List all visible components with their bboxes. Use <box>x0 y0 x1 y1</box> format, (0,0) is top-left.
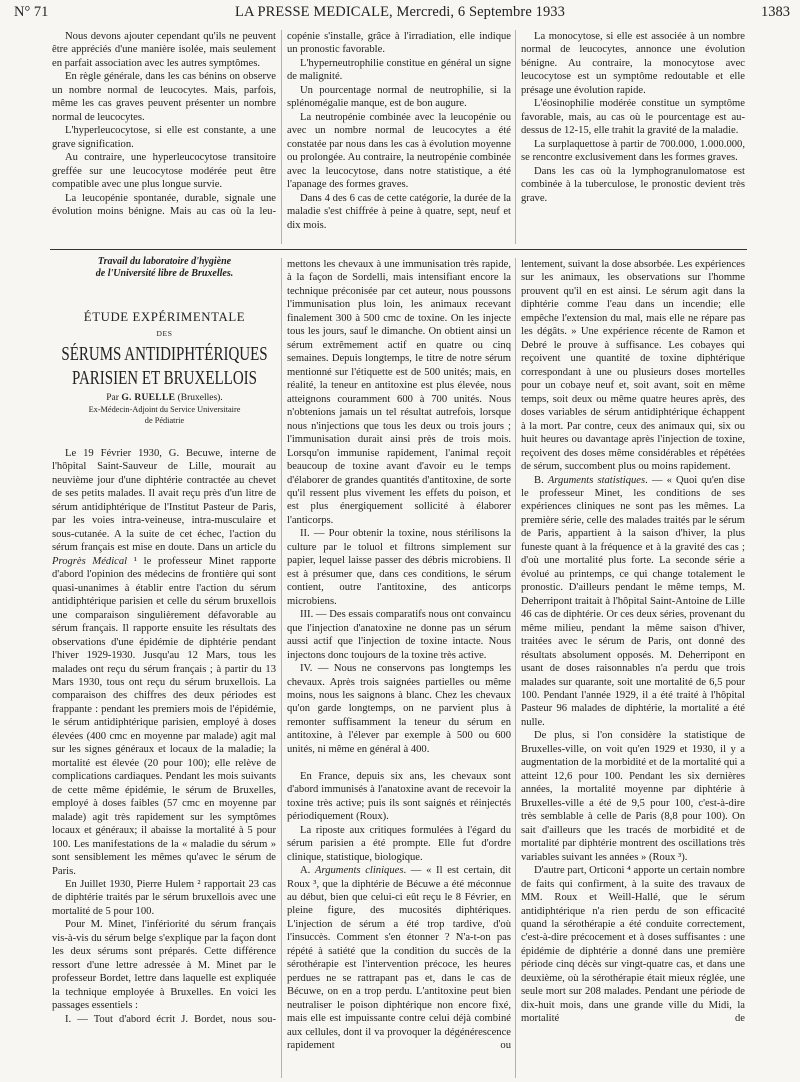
paragraph: L'hyperleucocytose, si elle est constante, a une grave signification. <box>52 125 276 150</box>
paragraph: mettons les chevaux à une immunisation très rapide, à la façon de Sordelli, mais intensifiant encore la technique préconisée par cet auteur, nous poussons l'immunisation plus loin, les animaux recevant finalement 300 à 500 cmc de toxine. On les injecte tous les jours, sauf le dimanche. On obtient ainsi un sérum extrêmement actif en quatre ou cinq semaines. Depuis longtemps, le titre de notre sérum mentionné sur l'étiquette est de 500 unités; mais, en réalité, la teneur en antitoxine est plus élevée, nous atteignons couramment 600 à 700 unités. Nous n'obtenions jamais un tel résultat autrefois, lorsque nous n'injections que tous les deux ou trois jours ; l'immunisation durait ainsi près de trois mois. Lorsqu'on immunise rapidement, l'animal reçoit beaucoup de toxine avant d'avoir eu le temps d'élaborer de grandes quantités d'antitoxine, de sorte qu'il ressent plus vivement les effets du poison, et est plus énergiquement sollicité à élaborer l'anticorps. <box>287 259 511 526</box>
article-column-1 <box>52 447 276 1078</box>
paragraph: Au contraire, une hyperleucocytose transitoire greffée sur une leucocytose modérée peut être compatible avec une plus longue survie. <box>52 152 276 191</box>
article-title-text: PARISIEN ET BRUXELLOIS <box>71 368 258 390</box>
paragraph: L'hyperneutrophilie constitue en général un signe de malignité. <box>287 57 511 83</box>
article-column-2 <box>287 258 511 1078</box>
paragraph: La neutropénie combinée avec la leucopénie ou avec un nombre normal de leucocytes a été constatée par nous dans les cas à évolution moyenne ou prolongée. Au contraire, la neutropénie combinée avec la leucocytose, dans notre statistique, a été l'apanage des formes graves. <box>287 111 511 191</box>
paragraph: II. — Pour obtenir la toxine, nous stérilisons la culture par le toluol et filtrons simplement sur papier, lequel laisse passer des débris microbiens. Il est à présumer que, dans ces conditions, le sérum contient, outre l'antitoxine, des anticorps microbiens. <box>287 528 511 607</box>
paragraph: copénie s'installe, grâce à l'irradiation, elle indique un pronostic favorable. <box>287 31 511 56</box>
paragraph: La surplaquettose à partir de 700.000, 1.000.000, se rencontre exclusivement dans les formes graves. <box>521 138 745 164</box>
paragraph <box>52 447 276 878</box>
paragraph: Un pourcentage normal de neutrophilie, si la splénomégalie manque, est de bon augure. <box>287 84 511 110</box>
article-separator-rule <box>50 249 747 250</box>
text-run: Le 19 Février 1930, G. Becuwe, interne de l'hôpital Saint-Sauveur de Lille, mourait au neuvième jour d'une diphtérie contractée au chevet de ses petits malades. Il avait reçu près d'un litre de sérum antidiphtérique de l'Institut Pasteur de Paris, par les voies intra-veineuse, intra-musculaire et sous-cutanée. A la suite de cet échec, l'action du sérum français est mise en doute. Dans un article du <box>52 448 276 554</box>
text-run: . — « Il est certain, dit Roux ³, que la diphtérie de Bécuwe a été méconnue au début, bien que celui-ci eût reçu le 8 Février, en pleine figure, des mucosités diphtériques. L'injection de sérum a été trop tardive, d'où l'insuccès. Comment s'en étonner ? N'a-t-on pas répété à satiété que la condition du succès de la sérothérapie est l'intervention précoce, les heures perdues ne se rattrapant pas et, dans le cas de Bécuwe, on en a trop perdu. L'antitoxine peut bien neutraliser le poison diphtérique non encore fixé, mais elle est impuissante contre celui déjà combiné aux cellules, dont il va provoquer la dégénérescence rapidement ou <box>287 865 511 1052</box>
column-rule <box>281 258 282 1078</box>
paragraph: En France, depuis six ans, les chevaux sont d'abord immunisés à l'anatoxine avant de recevoir la toxine très active; puis ils sont saignés et réinjectés périodiquement (Roux). <box>287 770 511 823</box>
paragraph: IV. — Nous ne conservons pas longtemps les chevaux. Après trois saignées partielles ou même moins, nous les saignons à blanc. Chez les chevaux qu'on garde longtemps, on ne parvient plus à remonter suffisamment la teneur du sérum en antitoxine, à l'élever par exemple à 500 ou 600 unités, ni même en général à 400. <box>287 663 511 755</box>
byline <box>52 392 277 404</box>
article-title-line-3 <box>52 370 277 388</box>
paragraph: D'autre part, Orticoni ⁴ apporte un certain nombre de faits qui confirment, à la suite des travaux de MM. Roux et Weill-Hallé, que le sérum antidiphtérique n'a rien perdu de son efficacité quand la sérothérapie a été conduite correctement, c'est-à-dire précocement et à doses suffisantes : une épidémie de diphtérie a donné dans une première période cinq décès sur vingt-quatre cas, et dans une deuxième, où la sérothérapie était mieux réglée, une seule mort sur 208 malades. Pendant une période de dix-huit mois, dans une grande ville du Midi, la mortalité de <box>521 865 745 1025</box>
text-run: . — « Quoi qu'en dise le professeur Minet, les conditions de ses expériences cliniques ne sont pas les mêmes. La première série, celle des malades traités par le sérum de Paris, appartient à la saison d'hiver, la plus funeste quant à la fréquence et à la gravité des cas ; d'où une mortalité plus forte. La seconde série a évolué au printemps, ce qui change totalement le pronostic. D'ailleurs pendant le même temps, M. Deherripont traitait à l'hôpital Saint-Antoine de Lille 46 cas de diphtérie. Or ces deux séries, provenant du même milieu, pendant la même saison d'hiver, traitées avec le sérum de Paris, ont donné des résultats absolument opposés. M. Deherripont en usant de doses raisonnables n'a perdu que trois malades sur quarante, soit une mortalité de 6,5 pour 100. Pendant l'année 1929, il a été traité à l'hôpital Pasteur 96 malades de diphtérie, la mortalité a été nulle. <box>521 474 745 728</box>
italic-term: Arguments statistiques <box>547 474 646 486</box>
article-title-connector: DES <box>156 329 173 338</box>
laboratory-line: Travail du laboratoire d'hygiène <box>97 256 232 267</box>
byline-prefix: Par <box>106 393 119 403</box>
paragraph: La leucopénie spontanée, durable, signale une évolution moins bénigne. Mais au cas où la leu- <box>52 192 276 218</box>
previous-article-column-3 <box>521 30 745 246</box>
paragraph: De plus, si l'on considère la statistique de Bruxelles-ville, on voit qu'en 1929 et 1930, il y a augmentation de la morbidité et de la mortalité qui a atteint 12,6 pour 100. Pendant les six dernières années, la mortalité moyenne par diphtérie à Bruxelles-ville a été de 9,5 pour 100, c'est-à-dire très semblable à celle de Paris (8,8 pour 100). On sait d'ailleurs que les tracés de morbidité et de mortalité par diphtérie montrent des oscillations très variables suivant les années » (Roux ³). <box>521 730 745 863</box>
column-rule <box>281 30 282 244</box>
author-name: G. RUELLE <box>121 393 176 403</box>
article-title-text: SÉRUMS ANTIDIPHTÉRIQUES <box>61 344 268 366</box>
italic-term: Arguments cliniques <box>315 865 404 877</box>
article-title-line-2 <box>52 346 277 364</box>
paragraph: Dans 4 des 6 cas de cette catégorie, la durée de la maladie s'est chiffrée à peine à quatre, sept, neuf et dix mois. <box>287 192 511 231</box>
paragraph: En Juillet 1930, Pierre Hulem ² rapportait 23 cas de diphtérie traités par le sérum bruxellois avec une mortalité de 5 pour 100. <box>52 879 276 917</box>
issue-number: N° 71 <box>14 4 49 20</box>
article-title-line-1: ÉTUDE EXPÉRIMENTALE <box>83 310 246 324</box>
paragraph: lentement, suivant la dose absorbée. Les expériences sur les animaux, les observations sur l'homme prouvent qu'il en est ainsi. Le sérum agit dans la diphtérie comme l'eau dans un incendie; elle empêche l'extension du mal, mais elle ne répare pas les dégâts. » Une expérience récente de Ramon et Debré le prouve à suffisance. Les cobayes qui reçoivent une quantité de toxine diphtérique correspondant à une ou plusieurs doses mortelles pour un cobaye neuf et, soit avant, soit en même temps, soit deux ou même quatre heures après, des doses variables de sérum antidiphtérique échappent à la mort. Par contre, ceux des animaux qui, six ou huit heures ou davantage après l'injection de toxine, reçoivent des doses même considérables et répétées de sérum, succombent plus ou moins rapidement. <box>521 259 745 473</box>
text-run: A. <box>300 865 315 877</box>
paragraph: I. — Tout d'abord écrit J. Bordet, nous sou- <box>65 1013 276 1025</box>
previous-article-column-2 <box>287 30 511 246</box>
paragraph <box>521 474 745 730</box>
text-run: ¹ le professeur Minet rapporte d'abord l'opinion des médecins de frontière qui sont quasi-unanimes à établir entre l'action du sérum antidiphtérique parisien et celle du sérum bruxellois une comparaison singulièrement défavorable au sérum français. Il rapporte ensuite les résultats des observations d'une épidémie de diphtérie pendant l'hiver 1929-1930. Jusqu'au 12 Mars, tous les malades ont reçu du sérum français ; à partir du 13 Mars 1930, tous ont reçu du sérum bruxellois. La comparaison des chiffres des deux périodes est frappante : pendant les premiers mois de l'épidémie, le sérum antidiphtérique parisien, employé à doses élevées (400 cmc en moyenne par malade) agit mal sur les signes généraux et locaux de la maladie; la mortalité est élevée (20 pour 100); elle relève de complications cardiaques. Pendant les mois suivants de cette même épidémie, le sérum de Bruxelles, employé à doses faibles (57 cmc en moyenne par malade) agit très rapidement sur les symptômes locaux et généraux; il abaisse la mortalité à 5 pour 100. Les manifestations de la « maladie du sérum » sont sensiblement les mêmes qu'avec le sérum de Paris. <box>52 555 276 877</box>
author-city: (Bruxelles). <box>177 393 223 403</box>
paragraph: La monocytose, si elle est associée à un nombre normal de leucocytes, annonce une évolution bénigne. Au contraire, la monocytose avec leucocytose est un symptôme redoutable et elle présage une évolution rapide. <box>521 31 745 96</box>
previous-article-column-1 <box>52 30 276 246</box>
paragraph <box>287 864 511 1053</box>
italic-term: Progrès Médical <box>52 555 128 567</box>
author-role: Ex-Médecin-Adjoint du Service Universitaire <box>88 405 241 414</box>
paragraph: Nous devons ajouter cependant qu'ils ne peuvent être appréciés d'une manière isolée, mais seulement en parfait association avec les autres symptômes. <box>52 31 276 69</box>
paragraph: L'éosinophilie modérée constitue un symptôme favorable, mais, au cas où le pourcentage est au-dessus de 12-15, elle trahit la gravité de la maladie. <box>521 98 745 137</box>
laboratory-line: de l'Université libre de Bruxelles. <box>95 268 234 279</box>
author-role: de Pédiatrie <box>144 416 185 425</box>
column-rule <box>515 258 516 1078</box>
paragraph: La riposte aux critiques formulées à l'égard du sérum parisien a été prompte. Elle fut d'ordre clinique, statistique, biologique. <box>287 824 511 863</box>
text-run: B. <box>534 474 548 486</box>
page-number: 1383 <box>761 4 790 20</box>
paragraph: En règle générale, dans les cas bénins on observe un nombre normal de leucocytes. Mais, parfois, même les cas graves peuvent présenter un nombre normal de leucocytes. <box>52 71 276 123</box>
paragraph: Dans les cas où la lymphogranulomatose est combinée à la tuberculose, le pronostic devient très grave. <box>521 165 745 204</box>
article-column-3 <box>521 258 745 1078</box>
paragraph: III. — Des essais comparatifs nous ont convaincu que l'injection d'anatoxine ne donne pas un sérum aussi actif que l'injection de toxine intacte. Nous injectons donc toujours de la toxine très active. <box>287 609 511 661</box>
column-rule <box>515 30 516 244</box>
journal-title: LA PRESSE MEDICALE, Mercredi, 6 Septembre 1933 <box>234 4 565 20</box>
paragraph: Pour M. Minet, l'infériorité du sérum français vis-à-vis du sérum belge s'explique par la façon dont les deux sérums sont préparés. Cette différence ressort d'une lettre adressée à M. Minet par le professeur Bordet, lettre dans laquelle est expliquée la technique employée à Bruxelles. En voici les passages essentiels : <box>52 919 276 1012</box>
